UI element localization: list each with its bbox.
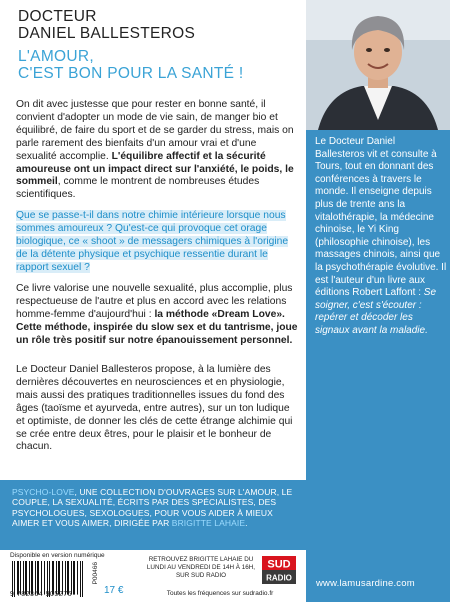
- blurb-paragraph-1: On dit avec justesse que pour rester en bonne santé, il convient d'adopter un mode de vie sain, de manger bio et équilibré, de faire du sport et de se garder du stress, mais on parle rarement des bienfaits d'un amour vrai et d'une sexualité accomplie. L'équilibre affectif et la sécurité amoureuse ont un impact direct sur l'anxiété, le poids, le sommeil, comme le montrent de nombreuses études scientifiques.: [16, 99, 294, 201]
- author-bio: Le Docteur Daniel Ballesteros vit et consulte à Tours, tout en donnant des conférences à travers le monde. Il enseigne depuis plus de trente ans la vitalothérapie, la médecine chinoise, le Yi King (philosophie chinoise), les massages chinois, ainsi que la psychothérapie évolutive. Il est l'auteur d'un livre aux éditions Robert Laffont : Se soigner, c'est s'écouter : repérer et décoder les signaux avant la maladie.: [315, 136, 447, 336]
- author-name-line: DANIEL BALLESTEROS: [18, 25, 196, 42]
- sud-radio-logo-bottom-text: RADIO: [266, 573, 292, 583]
- product-code: P00466: [92, 562, 99, 585]
- sud-radio-logo-top-text: SUD: [267, 558, 291, 571]
- blurb-paragraph-3: Ce livre valorise une nouvelle sexualité, plus accomplie, plus respectueuse de l'autre et plus en accord avec les relations homme-femme d'aujourd'hui : la méthode «Dream Love». Cette méthode, inspirée du slow sex et du tantrisme, joue un rôle très positif sur notre épanouissement personnel.: [16, 283, 298, 346]
- book-title-line2: C'EST BON POUR LA SANTÉ !: [18, 65, 244, 82]
- sud-radio-logo: [262, 556, 296, 584]
- collection-name: PSYCHO-LOVE: [12, 487, 75, 497]
- author-name: [18, 8, 195, 42]
- collection-description: PSYCHO-LOVE, UNE COLLECTION D'OUVRAGES SUR L'AMOUR, LE COUPLE, LA SEXUALITÉ, ÉCRITS PAR DES SPÉCIALISTES, DES PSYCHOLOGUES, SEXOLOGUES, POUR VOUS AIDER À MIEUX AIMER ET VOUS AIMER, DIRIGÉE PAR BRIGITTE LAHAIE.: [12, 487, 293, 529]
- blurb-paragraph-4: Le Docteur Daniel Ballesteros propose, à la lumière des dernières découvertes en neurosciences et en physiologie, mais aussi des pratiques traditionnelles issues du fond des âges (taoïsme et ayurveda, entre autres), sur un ton ludique et optimiste, de donner les clés de cette étrange alchimie qui se crée entre deux êtres, pour le plaisir et le bonheur de chacun.: [16, 364, 293, 453]
- digital-availability: Disponible en version numérique: [10, 552, 105, 559]
- previous-book-title: Se soigner, c'est s'écouter : repérer et décoder les signaux avant la maladie.: [315, 287, 437, 336]
- barcode-number: 9 782364 905276: [10, 591, 72, 598]
- footer-right: [306, 550, 450, 602]
- book-title: [18, 48, 244, 82]
- author-photo: [306, 0, 450, 130]
- publisher-website: www.lamusardine.com: [316, 578, 415, 589]
- radio-promo-text: RETROUVEZ BRIGITTE LAHAIE DU LUNDI AU VENDREDI DE 14H À 16H, SUR SUD RADIO: [146, 556, 256, 579]
- book-title-line1: L'AMOUR,: [18, 48, 94, 65]
- collection-director: BRIGITTE LAHAIE: [171, 518, 246, 529]
- author-title-line: DOCTEUR: [18, 8, 97, 25]
- author-portrait-image: [306, 0, 450, 130]
- price: 17 €: [104, 585, 124, 596]
- blurb-paragraph-2-highlighted: Que se passe-t-il dans notre chimie intérieure lorsque nous sommes amoureux ? Qu'est-ce qui provoque cet orage biologique, ce « shoot » de messagers chimiques à l'origine de la détente physique et psychique ressentie durant le rapport sexuel ?: [16, 210, 289, 273]
- radio-website-text: Toutes les fréquences sur sudradio.fr: [166, 590, 274, 597]
